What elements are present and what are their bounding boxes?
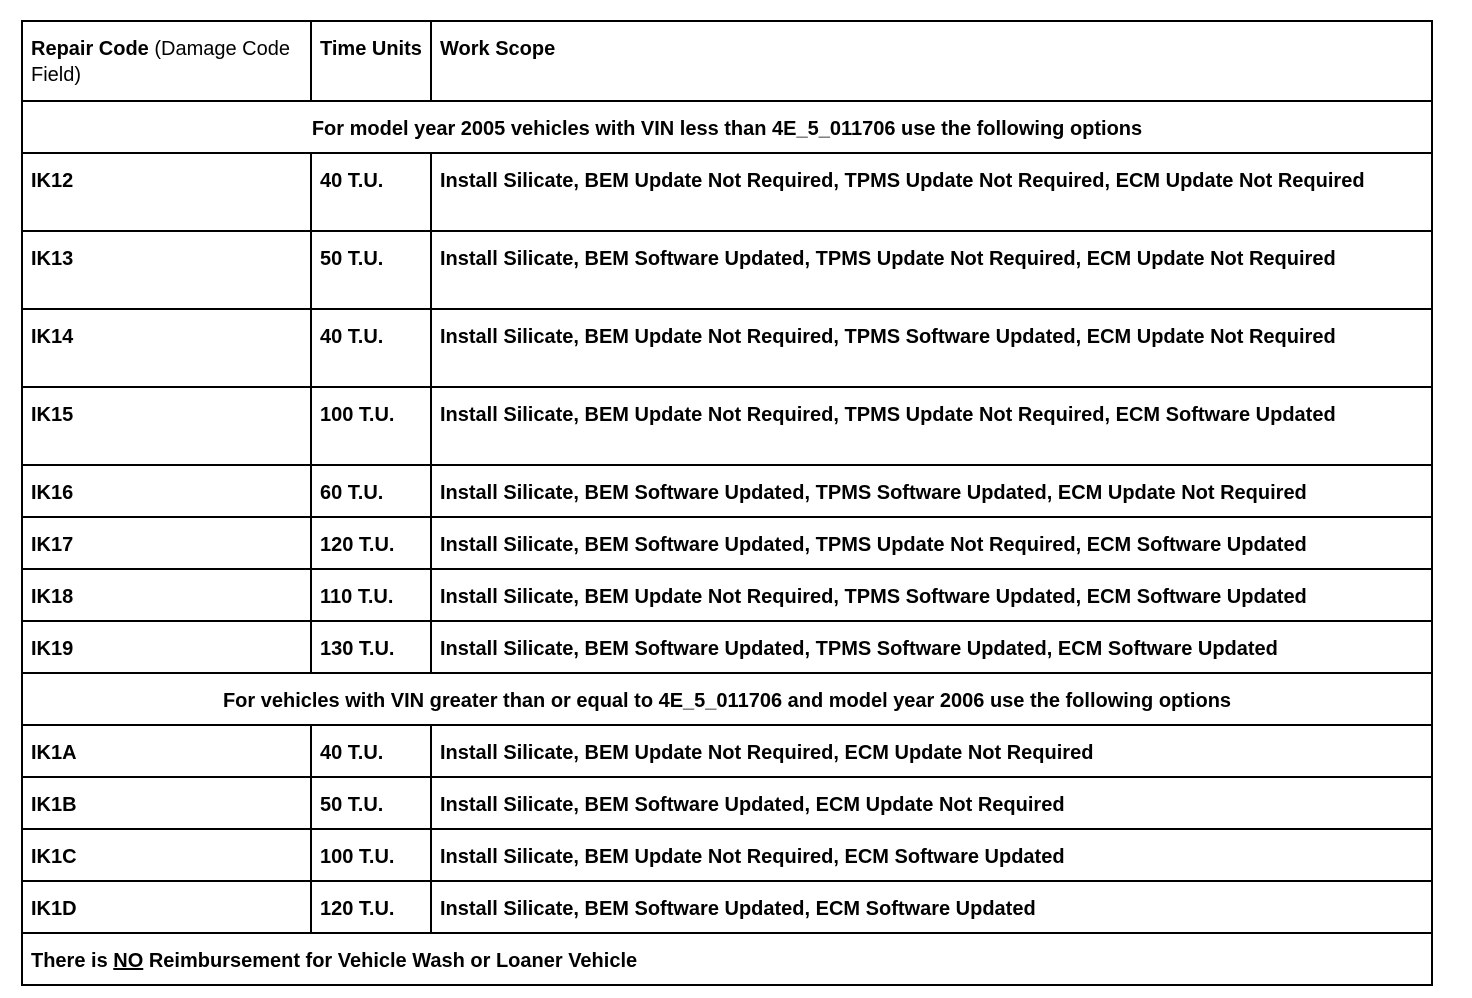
repair-code: IK1C (22, 829, 311, 881)
header-time-units: Time Units (311, 21, 431, 101)
work-scope: Install Silicate, BEM Software Updated, ECM Update Not Required (431, 777, 1432, 829)
table-row (22, 465, 1432, 517)
work-scope: Install Silicate, BEM Update Not Required, ECM Update Not Required (431, 725, 1432, 777)
repair-code: IK13 (22, 231, 311, 309)
time-units: 60 T.U. (311, 465, 431, 517)
table-row (22, 387, 1432, 465)
work-scope: Install Silicate, BEM Software Updated, TPMS Update Not Required, ECM Software Updated (431, 517, 1432, 569)
work-scope: Install Silicate, BEM Update Not Required, TPMS Software Updated, ECM Software Updated (431, 569, 1432, 621)
section-heading-row (22, 101, 1432, 153)
time-units: 50 T.U. (311, 777, 431, 829)
repair-code: IK1D (22, 881, 311, 933)
time-units: 50 T.U. (311, 231, 431, 309)
repair-code: IK14 (22, 309, 311, 387)
table-row (22, 153, 1432, 231)
work-scope: Install Silicate, BEM Software Updated, TPMS Software Updated, ECM Update Not Required (431, 465, 1432, 517)
time-units: 40 T.U. (311, 153, 431, 231)
repair-code-table (21, 20, 1433, 986)
footer-row (22, 933, 1432, 985)
table-row (22, 309, 1432, 387)
time-units: 120 T.U. (311, 881, 431, 933)
table-row (22, 725, 1432, 777)
header-repair-code (22, 21, 311, 101)
reimbursement-note-before: There is (31, 950, 114, 972)
time-units: 40 T.U. (311, 725, 431, 777)
time-units: 100 T.U. (311, 387, 431, 465)
work-scope: Install Silicate, BEM Update Not Required, ECM Software Updated (431, 829, 1432, 881)
work-scope: Install Silicate, BEM Software Updated, TPMS Software Updated, ECM Software Updated (431, 621, 1432, 673)
header-work-scope: Work Scope (431, 21, 1432, 101)
table-row (22, 881, 1432, 933)
time-units: 120 T.U. (311, 517, 431, 569)
repair-code: IK1B (22, 777, 311, 829)
reimbursement-note (22, 933, 1432, 985)
time-units: 130 T.U. (311, 621, 431, 673)
repair-code: IK15 (22, 387, 311, 465)
repair-code: IK1A (22, 725, 311, 777)
time-units: 100 T.U. (311, 829, 431, 881)
section-heading-row (22, 673, 1432, 725)
header-row (22, 21, 1432, 101)
time-units: 110 T.U. (311, 569, 431, 621)
section-heading-2006: For vehicles with VIN greater than or equal to 4E_5_011706 and model year 2006 use the following options (22, 673, 1432, 725)
repair-code: IK12 (22, 153, 311, 231)
work-scope: Install Silicate, BEM Update Not Required, TPMS Update Not Required, ECM Software Updated (431, 387, 1432, 465)
section-heading-2005: For model year 2005 vehicles with VIN less than 4E_5_011706 use the following options (22, 101, 1432, 153)
work-scope: Install Silicate, BEM Software Updated, ECM Software Updated (431, 881, 1432, 933)
header-repair-code-note: (Damage Code Field) (31, 38, 290, 86)
table-row (22, 777, 1432, 829)
header-repair-code-label: Repair Code (31, 38, 149, 60)
repair-code: IK19 (22, 621, 311, 673)
repair-code: IK16 (22, 465, 311, 517)
repair-code: IK18 (22, 569, 311, 621)
reimbursement-note-after: Reimbursement for Vehicle Wash or Loaner Vehicle (143, 950, 638, 972)
work-scope: Install Silicate, BEM Update Not Required, TPMS Software Updated, ECM Update Not Required (431, 309, 1432, 387)
table-row (22, 829, 1432, 881)
table-row (22, 621, 1432, 673)
time-units: 40 T.U. (311, 309, 431, 387)
table-row (22, 569, 1432, 621)
work-scope: Install Silicate, BEM Software Updated, TPMS Update Not Required, ECM Update Not Required (431, 231, 1432, 309)
work-scope: Install Silicate, BEM Update Not Required, TPMS Update Not Required, ECM Update Not Required (431, 153, 1432, 231)
reimbursement-note-emphasis: NO (113, 950, 144, 972)
table-row (22, 231, 1432, 309)
table-row (22, 517, 1432, 569)
repair-code: IK17 (22, 517, 311, 569)
